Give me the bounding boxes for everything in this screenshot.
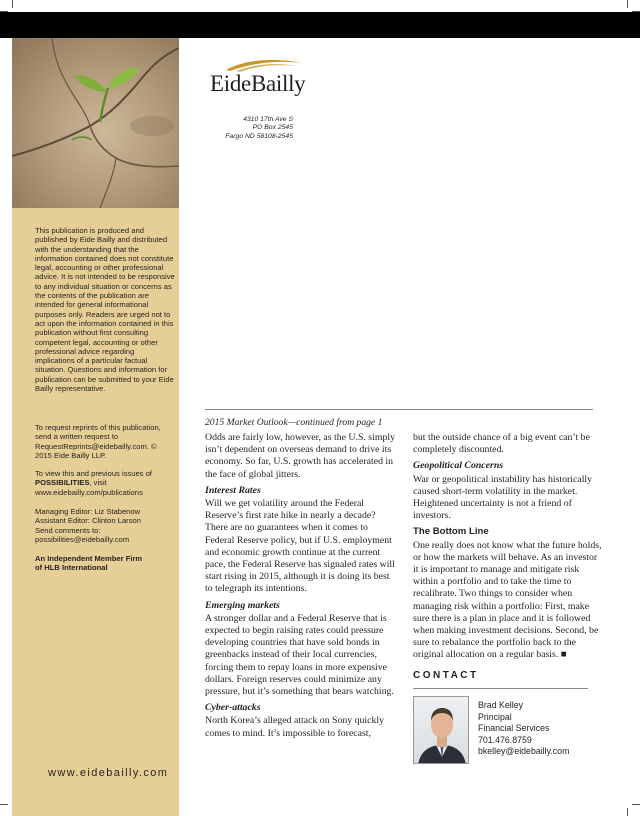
member-line: of HLB International (35, 563, 108, 573)
contact-name: Brad Kelley (478, 700, 523, 710)
contact-department: Financial Services (478, 723, 550, 734)
section-heading: Geopolitical Concerns (413, 460, 504, 472)
send-comments-label: Send comments to: (35, 525, 101, 535)
section-heading: Emerging markets (205, 599, 280, 611)
company-name: EideBailly (210, 71, 306, 96)
article-column-left (205, 432, 395, 744)
address-line: Fargo ND 58108-2545 (225, 132, 293, 140)
article-paragraph: A stronger dollar and a Federal Reserve that is expected to begin raising rates could pressure developing countries that have sold bonds in greenbacks instead of their local currencies, forcing them to repay loans in more expensive dollars. Foreign reserves could minimize any pressure, but it’s something that bears watching. (205, 612, 394, 698)
view-prefix: To view this and previous issues of (35, 469, 152, 478)
assistant-editor: Assistant Editor: Clinton Larson (35, 516, 141, 526)
disclaimer-text: This publication is produced and published by Eide Bailly and distributed with the understanding that the information contained does not constitute legal, accounting or other professional advice. It is not intended to be responsive to any individual situation or concerns as the contents of the publication are intended for general informational purposes only. Readers are urged not to act upon the information contained in this publication without first consulting competent legal, accounting or other professional advice regarding implications of a particular factual situation. Questions and information for publication can be submitted to your Eide Bailly representative. (35, 226, 175, 394)
member-firm (35, 554, 175, 573)
view-suffix: , visit www.eidebailly.com/publications (35, 478, 143, 497)
contact-details (478, 700, 569, 758)
section-heading: Cyber-attacks (205, 702, 261, 714)
contact-position: Principal (478, 711, 512, 722)
crop-mark (627, 808, 628, 816)
person-portrait-icon (414, 697, 469, 764)
article-paragraph: but the outside chance of a big event can’t be completely discounted. (413, 432, 590, 456)
publication-brand: POSSIBILITIES (35, 478, 90, 488)
eidebailly-logo (206, 58, 316, 108)
article-paragraph: One really does not know what the future holds, or how the markets will behave. As an investor it is important to manage and mitigate risk within a portfolio and to take the time to recalibrate. Two things to consider when managing risk within a portfolio: First, make sure there is a plan in place and it is followed when making investment decisions. Second, be sure to rebalance the portfolio back to the original allocation on a regular basis. ■ (413, 539, 602, 661)
member-line: An Independent Member Firm (35, 554, 143, 563)
reprints-text: To request reprints of this publication, send a written request to RequestReprints@eidebailly.com. © 2015 Eide Bailly LLP. (35, 423, 161, 460)
comments-email: possibilities@eidebailly.com (35, 534, 130, 544)
contact-heading: CONTACT (413, 670, 479, 681)
sprout-illustration (12, 38, 179, 208)
top-black-bar (0, 12, 640, 38)
section-heading: The Bottom Line (413, 526, 489, 538)
editors-info (35, 507, 175, 544)
article-paragraph: Odds are fairly low, however, as the U.S. simply isn’t dependent on overseas demand to drive its economy. So far, U.S. growth has accelerated in the face of global jitters. (205, 432, 395, 480)
website-url: www.eidebailly.com (48, 767, 169, 779)
logo-swoosh-icon (224, 58, 304, 72)
article-column-right (413, 432, 603, 666)
cover-photo-sprout (12, 38, 179, 208)
article-paragraph: North Korea’s alleged attack on Sony quickly comes to mind. It’s impossible to forecast, (205, 715, 385, 739)
crop-mark (0, 804, 8, 805)
contact-photo (413, 696, 469, 764)
mailing-address (208, 116, 293, 141)
address-line: 4310 17th Ave S (243, 116, 293, 123)
crop-mark (12, 0, 13, 8)
section-heading: Interest Rates (205, 484, 261, 496)
crop-mark (632, 804, 640, 805)
continued-label: 2015 Market Outlook—continued from page 1 (205, 417, 383, 428)
article-paragraph: Will we get volatility around the Federal Reserve’s first rate hike in nearly a decade? There are no guarantees when it comes to Federal Reserve policy, but if U.S. employment and economic growth continue at the current pace, the Federal Reserve has signaled rates will start rising in 2015, although it is doing its best to telegraph its intentions. (205, 498, 395, 595)
contact-rule (413, 688, 588, 689)
address-line: PO Box 2545 (252, 124, 293, 132)
article-paragraph: War or geopolitical instability has historically caused short-term volatility in the market. Heightened uncertainty is not a friend of investors. (413, 473, 593, 522)
contact-email: bkelley@eidebailly.com (478, 746, 570, 757)
crop-mark (627, 0, 628, 8)
managing-editor: Managing Editor: Liz Stabenow (35, 507, 141, 516)
publications-info (35, 469, 175, 497)
contact-phone: 701.476.8759 (478, 734, 532, 745)
top-rule (205, 409, 593, 410)
